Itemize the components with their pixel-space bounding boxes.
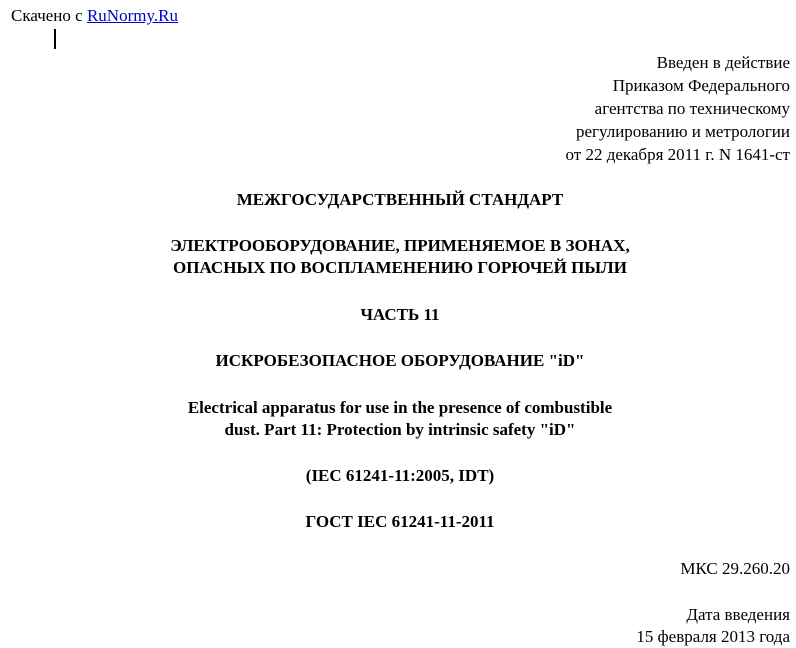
standard-type-text: МЕЖГОСУДАРСТВЕННЫЙ СТАНДАРТ <box>236 190 564 209</box>
approval-block <box>565 51 790 166</box>
title-en-line: dust. Part 11: Protection by intrinsic safety "iD" <box>224 420 576 439</box>
mks-code: МКС 29.260.20 <box>680 559 790 578</box>
effective-date: 15 февраля 2013 года <box>636 627 790 646</box>
approval-line: Приказом Федерального <box>612 76 790 95</box>
approval-line: Введен в действие <box>656 53 790 72</box>
approval-line: от 22 декабря 2011 г. N 1641-ст <box>565 145 790 164</box>
text-cursor <box>54 29 56 49</box>
title-ru <box>0 235 796 279</box>
title-ru-line: ЭЛЕКТРООБОРУДОВАНИЕ, ПРИМЕНЯЕМОЕ В ЗОНАХ, <box>170 236 630 255</box>
standard-type <box>0 189 796 211</box>
subtitle-ru <box>0 350 796 372</box>
iec-reference-text: (IEC 61241-11:2005, IDT) <box>305 466 495 485</box>
approval-line: агентства по техническому <box>594 99 790 118</box>
runormy-link[interactable]: RuNormy.Ru <box>86 6 178 25</box>
title-ru-line: ОПАСНЫХ ПО ВОСПЛАМЕНЕНИЮ ГОРЮЧЕЙ ПЫЛИ <box>173 258 627 277</box>
gost-code <box>0 511 796 533</box>
source-line <box>11 6 178 26</box>
part-number-text: ЧАСТЬ 11 <box>360 305 440 324</box>
title-en-line: Electrical apparatus for use in the presence of combustible <box>187 398 613 417</box>
subtitle-ru-text: ИСКРОБЕЗОПАСНОЕ ОБОРУДОВАНИЕ "iD" <box>215 351 585 370</box>
title-en <box>0 397 796 441</box>
gost-code-text: ГОСТ IEC 61241-11-2011 <box>305 512 495 531</box>
effective-date-label: Дата введения <box>686 605 790 624</box>
approval-line: регулированию и метрологии <box>575 122 790 141</box>
source-prefix: Скачено с <box>11 6 83 25</box>
iec-reference <box>0 465 796 487</box>
part-number <box>0 304 796 326</box>
